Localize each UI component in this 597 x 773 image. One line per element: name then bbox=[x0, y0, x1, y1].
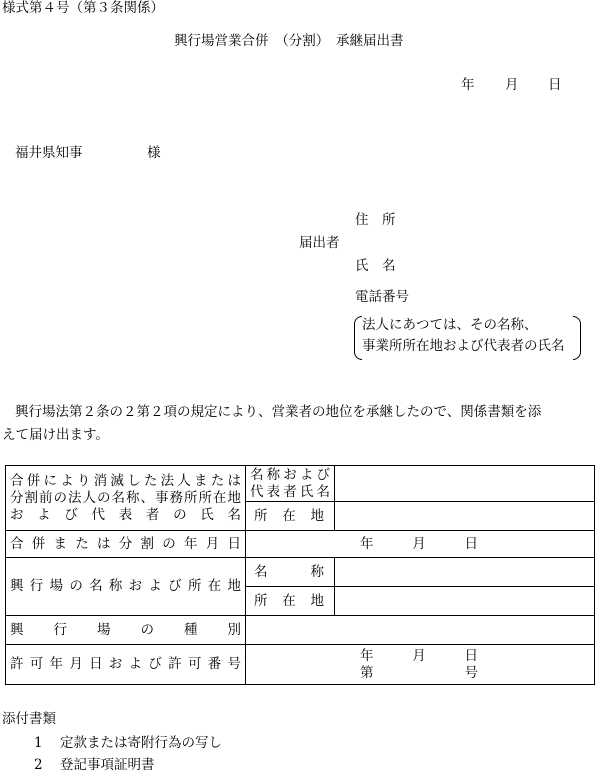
info-table bbox=[5, 465, 595, 685]
corp-address-value[interactable] bbox=[335, 502, 595, 531]
table-row bbox=[6, 531, 595, 558]
addressee-name: 福井県知事 bbox=[15, 145, 83, 161]
notifier-name-label: 氏 名 bbox=[355, 258, 396, 274]
notifier-note-line1: 法人にあつては、その名称、 bbox=[362, 317, 538, 333]
attachment-item: 登記事項証明書 bbox=[60, 757, 155, 773]
page-title: 興行場営業合併 （分割） 承継届出書 bbox=[174, 33, 404, 49]
table-row bbox=[6, 616, 595, 645]
date-month: 月 bbox=[505, 77, 519, 93]
attachment-item: 定款または寄附行為の写し bbox=[60, 735, 222, 751]
venue-type-label: 興行場の種別 bbox=[6, 616, 246, 645]
notifier-phone-label: 電話番号 bbox=[355, 289, 409, 305]
name-rep-value[interactable] bbox=[335, 466, 595, 502]
permit-value[interactable]: 年 月 日 第 号 bbox=[246, 645, 595, 685]
date-year: 年 bbox=[461, 77, 475, 93]
notifier-note-line2: 事業所所在地および代表者の氏名 bbox=[362, 338, 565, 354]
merger-date-label: 合併または分割の年月日 bbox=[6, 531, 246, 558]
venue-name-address-label: 興行場の名称および所在地 bbox=[6, 558, 246, 616]
attachment-num: 2 bbox=[34, 757, 43, 773]
venue-name-label: 名称 bbox=[246, 558, 335, 587]
note-left-bracket bbox=[354, 316, 362, 360]
venue-type-value[interactable] bbox=[246, 616, 595, 645]
venue-address-label: 所在地 bbox=[246, 587, 335, 616]
date-day: 日 bbox=[548, 77, 562, 93]
venue-name-value[interactable] bbox=[335, 558, 595, 587]
table-row bbox=[6, 645, 595, 685]
merged-corp-label: 合併により消滅した法人または 分割前の法人の名称、事務所所在地 および代表者の氏名 bbox=[6, 466, 246, 531]
name-rep-label: 名称および 代表者氏名 bbox=[246, 466, 335, 502]
notifier-label: 届出者 bbox=[299, 235, 340, 251]
corp-address-label: 所在地 bbox=[246, 502, 335, 531]
table-row bbox=[6, 558, 595, 587]
addressee-honorific: 様 bbox=[147, 145, 161, 161]
note-right-bracket bbox=[573, 316, 581, 360]
attachments-heading: 添付書類 bbox=[2, 711, 56, 727]
table-row bbox=[6, 466, 595, 502]
permit-label: 許可年月日および許可番号 bbox=[6, 645, 246, 685]
body-text-line1: 興行場法第２条の２第２項の規定により、営業者の地位を承継したので、関係書類を添 bbox=[15, 404, 542, 420]
attachment-num: 1 bbox=[34, 735, 43, 751]
form-number: 様式第４号（第３条関係） bbox=[2, 0, 164, 16]
venue-address-value[interactable] bbox=[335, 587, 595, 616]
merger-date-value[interactable]: 年 月 日 bbox=[246, 531, 595, 558]
notifier-address-label: 住 所 bbox=[355, 212, 396, 228]
body-text-line2: えて届け出ます。 bbox=[2, 427, 109, 443]
